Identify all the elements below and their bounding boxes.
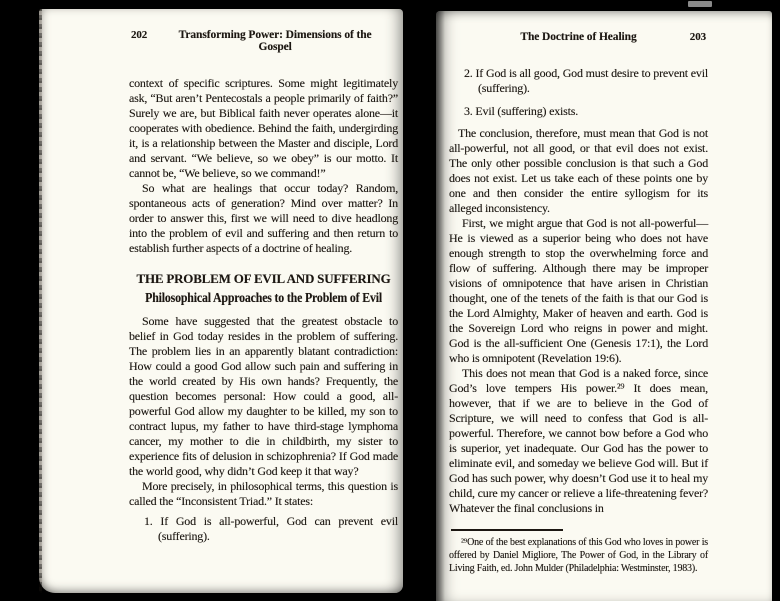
right-page-number: 203	[689, 31, 706, 43]
subsection-heading: Philosophical Approaches to the Problem of Evil	[145, 290, 382, 305]
body-paragraph: The conclusion, therefore, must mean that God is not all-powerful, not all good, or that evil does not exist. The only other possible conclusion is that such a God does not exist. Let us take each of these points one by one and then consider the entire syllogism for its alleged inconsistency.	[449, 126, 708, 215]
body-paragraph: So what are healings that occur today? Random, spontaneous acts of generation? Mind over matter? In order to answer this, first we will need to dive headlong into the problem of evil and suffering and then return to establish further aspects of a doctrine of healing.	[129, 181, 398, 255]
left-page-number: 202	[131, 29, 148, 41]
scan-artifact-tab	[688, 1, 712, 7]
body-paragraph: More precisely, in philosophical terms, this question is called the “Inconsistent Triad.” It states:	[129, 479, 398, 508]
body-paragraph: This does not mean that God is a naked force, since God’s love tempers His power.²⁹ It does mean, however, that if we are to believe in the God of Scripture, we will need to confess that God is all-powerful. Therefore, we cannot bow before a God who is superior, yet inadequate. Our God has the power to eliminate evil, and someday we believe God will. But if God has such power, why doesn’t God use it to heal my child, cure my cancer or relieve a life-threatening fever? Whatever the final conclusions in	[449, 366, 708, 515]
footnote-rule	[451, 529, 563, 531]
numbered-item: 2. If God is all good, God must desire to prevent evil (suffering).	[464, 66, 708, 95]
numbered-item: 1. If God is all-powerful, God can prevent evil (suffering).	[144, 514, 398, 543]
section-heading: THE PROBLEM OF EVIL AND SUFFERING	[136, 271, 391, 286]
left-running-title: Transforming Power: Dimensions of the Gospel	[178, 29, 372, 53]
body-paragraph: First, we might argue that God is not all-powerful—He is viewed as a superior being who does not have enough strength to stop the overwhelming force and flow of suffering. Although there may be improper visions of omnipotence that have arisen in Christian thought, one of the tenets of the faith is that our God is the Lord Almighty, Maker of heaven and earth. God is the Sovereign Lord who reigns in power and might. God is the all-sufficient One (Genesis 17:1), the Lord who is omnipotent (Revelation 19:6).	[449, 216, 708, 365]
left-page	[39, 9, 403, 593]
right-page-body	[449, 66, 708, 575]
body-paragraph: Some have suggested that the greatest obstacle to belief in God today resides in the problem of suffering. The problem lies in an apparently blatant contradiction: How could a good God allow such pain and suffering in the world created by His own hands? Frequently, the question becomes personal: How could a good, all-powerful God allow my daughter to be killed, my son to contract lupus, my father to have third-stage lymphoma cancer, my mother to die in childbirth, my sister to experience fits of delusion in schizophrenia? If God made the world good, why didn’t God keep it that way?	[129, 314, 398, 478]
left-page-body	[129, 76, 398, 544]
right-page	[436, 11, 772, 601]
numbered-item: 3. Evil (suffering) exists.	[464, 104, 579, 118]
left-page-header	[129, 29, 398, 53]
right-page-header	[449, 31, 708, 43]
gutter-shadow	[436, 11, 445, 601]
left-page-torn-edge	[39, 9, 42, 593]
right-running-title: The Doctrine of Healing	[520, 31, 637, 43]
footnote-text: ²⁹One of the best explanations of this God who loves in power is offered by Daniel Migliore, The Power of God, in the Library of Living Faith, ed. John Mulder (Philadelphia: Westminster, 1983).	[449, 537, 708, 574]
body-paragraph: context of specific scriptures. Some might legitimately ask, “But aren’t Pentecostals a people primarily of faith?” Surely we are, but Biblical faith never operates alone—it cooperates with obedience. Behind the faith, undergirding it, is a relationship between the Master and disciple, Lord and servant. “We believe, so we obey” is our motto. It cannot be, “We believe, so we command!”	[129, 76, 398, 180]
